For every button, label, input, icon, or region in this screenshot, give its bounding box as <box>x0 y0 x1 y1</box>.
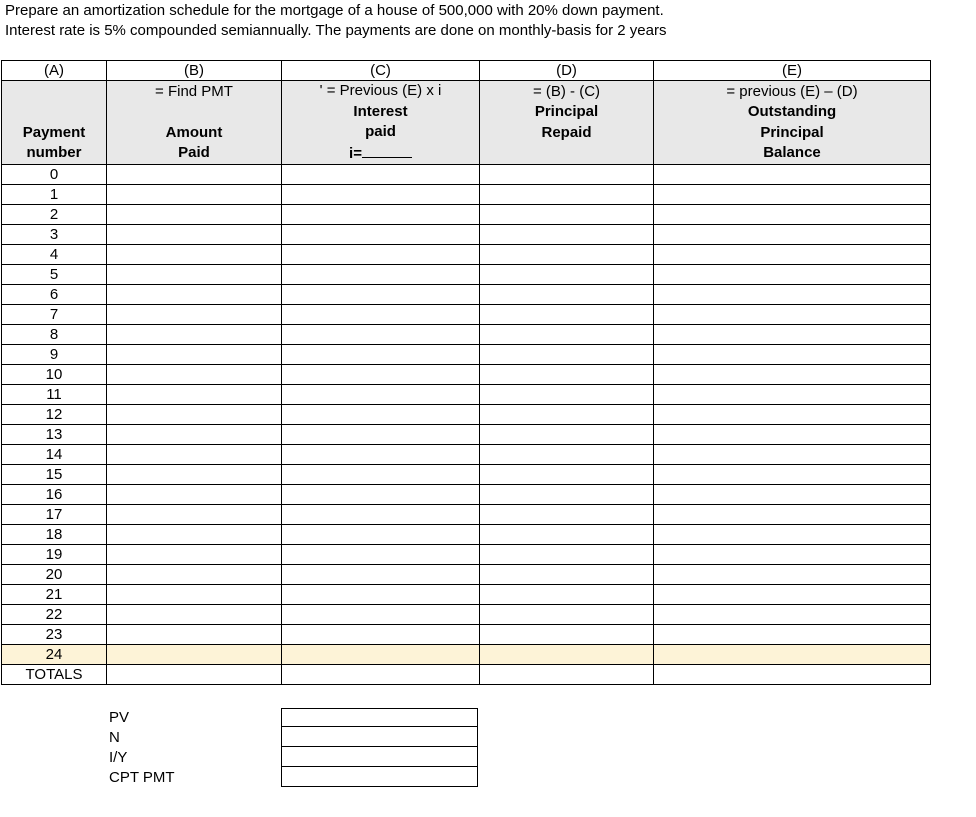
outstanding-balance-cell[interactable] <box>654 305 931 325</box>
interest-paid-cell[interactable] <box>282 325 480 345</box>
interest-paid-cell[interactable] <box>282 445 480 465</box>
outstanding-balance-cell[interactable] <box>654 205 931 225</box>
amount-paid-cell[interactable] <box>107 245 282 265</box>
col-c-letter: (C) <box>282 61 480 81</box>
amount-paid-cell[interactable] <box>107 465 282 485</box>
amount-paid-cell[interactable] <box>107 605 282 625</box>
interest-paid-cell[interactable] <box>282 465 480 485</box>
principal-repaid-cell[interactable] <box>480 265 654 285</box>
table-row <box>2 525 931 545</box>
payment-number-cell: 23 <box>2 625 107 645</box>
principal-repaid-cell[interactable] <box>480 305 654 325</box>
interest-paid-cell[interactable] <box>282 205 480 225</box>
principal-repaid-cell[interactable] <box>480 385 654 405</box>
outstanding-balance-cell[interactable] <box>654 645 931 665</box>
col-d-header: = (B) - (C) Principal Repaid <box>480 81 654 165</box>
principal-repaid-cell[interactable] <box>480 645 654 665</box>
interest-paid-cell[interactable] <box>282 525 480 545</box>
interest-paid-cell[interactable] <box>282 285 480 305</box>
amount-paid-cell[interactable] <box>107 345 282 365</box>
principal-repaid-cell[interactable] <box>480 365 654 385</box>
amount-paid-cell[interactable] <box>107 205 282 225</box>
outstanding-balance-cell[interactable] <box>654 585 931 605</box>
col-c-header: ' = Previous (E) x i Interest paid i= <box>282 81 480 165</box>
amount-paid-cell[interactable] <box>107 225 282 245</box>
payment-number-cell: 7 <box>2 305 107 325</box>
amount-paid-cell[interactable] <box>107 625 282 645</box>
calculator-input-boxes <box>281 708 478 787</box>
header-row <box>2 81 931 165</box>
outstanding-balance-cell[interactable] <box>654 545 931 565</box>
table-row <box>2 385 931 405</box>
interest-paid-cell[interactable] <box>282 245 480 265</box>
principal-repaid-cell[interactable] <box>480 285 654 305</box>
total-interest-paid-cell[interactable] <box>282 665 480 685</box>
outstanding-balance-cell[interactable] <box>654 445 931 465</box>
amount-paid-cell[interactable] <box>107 385 282 405</box>
cpt-pmt-label: CPT PMT <box>109 769 175 786</box>
principal-repaid-cell[interactable] <box>480 225 654 245</box>
total-amount-paid-cell[interactable] <box>107 665 282 685</box>
col-d-letter: (D) <box>480 61 654 81</box>
table-row <box>2 605 931 625</box>
outstanding-balance-cell[interactable] <box>654 345 931 365</box>
principal-repaid-cell[interactable] <box>480 505 654 525</box>
payment-number-cell: 22 <box>2 605 107 625</box>
table-row <box>2 365 931 385</box>
totals-label: TOTALS <box>2 665 107 685</box>
table-row <box>2 485 931 505</box>
amount-paid-cell[interactable] <box>107 525 282 545</box>
amount-paid-cell[interactable] <box>107 365 282 385</box>
outstanding-balance-cell[interactable] <box>654 625 931 645</box>
table-row <box>2 565 931 585</box>
interest-paid-cell[interactable] <box>282 505 480 525</box>
table-row <box>2 185 931 205</box>
principal-repaid-cell[interactable] <box>480 565 654 585</box>
instruction-line-1: Prepare an amortization schedule for the mortgage of a house of 500,000 with 20% down payment. <box>5 2 664 19</box>
amount-paid-cell[interactable] <box>107 285 282 305</box>
outstanding-balance-cell[interactable] <box>654 365 931 385</box>
interest-paid-cell[interactable] <box>282 165 480 185</box>
interest-paid-cell[interactable] <box>282 305 480 325</box>
amount-paid-cell[interactable] <box>107 185 282 205</box>
calculator-labels <box>109 708 175 788</box>
amount-paid-cell[interactable] <box>107 485 282 505</box>
payment-number-cell: 18 <box>2 525 107 545</box>
iy-input-box[interactable] <box>281 747 478 767</box>
col-b-header: = Find PMT Amount Paid <box>107 81 282 165</box>
outstanding-balance-cell[interactable] <box>654 425 931 445</box>
interest-paid-cell[interactable] <box>282 625 480 645</box>
payment-number-cell: 4 <box>2 245 107 265</box>
outstanding-balance-cell[interactable] <box>654 265 931 285</box>
principal-repaid-cell[interactable] <box>480 445 654 465</box>
payment-number-cell: 3 <box>2 225 107 245</box>
table-row <box>2 445 931 465</box>
amount-paid-cell[interactable] <box>107 425 282 445</box>
outstanding-balance-cell[interactable] <box>654 485 931 505</box>
outstanding-balance-cell[interactable] <box>654 605 931 625</box>
table-row <box>2 205 931 225</box>
interest-paid-cell[interactable] <box>282 565 480 585</box>
table-row <box>2 165 931 185</box>
payment-number-cell: 2 <box>2 205 107 225</box>
table-row <box>2 625 931 645</box>
cpt-pmt-input-box[interactable] <box>281 767 478 787</box>
iy-label: I/Y <box>109 749 128 766</box>
table-row <box>2 585 931 605</box>
payment-number-cell: 21 <box>2 585 107 605</box>
table-row <box>2 325 931 345</box>
pv-input-box[interactable] <box>281 708 478 727</box>
table-row <box>2 225 931 245</box>
principal-repaid-cell[interactable] <box>480 425 654 445</box>
principal-repaid-cell[interactable] <box>480 205 654 225</box>
pv-label: PV <box>109 709 130 726</box>
payment-number-cell: 5 <box>2 265 107 285</box>
payment-number-cell: 20 <box>2 565 107 585</box>
table-row <box>2 345 931 365</box>
interest-paid-cell[interactable] <box>282 425 480 445</box>
payment-number-cell: 0 <box>2 165 107 185</box>
interest-paid-cell[interactable] <box>282 345 480 365</box>
interest-paid-cell[interactable] <box>282 645 480 665</box>
col-a-header: Payment number <box>2 81 107 165</box>
interest-paid-cell[interactable] <box>282 585 480 605</box>
principal-repaid-cell[interactable] <box>480 245 654 265</box>
principal-repaid-cell[interactable] <box>480 625 654 645</box>
outstanding-balance-cell[interactable] <box>654 405 931 425</box>
amortization-table <box>1 60 931 685</box>
amount-paid-cell[interactable] <box>107 305 282 325</box>
payment-number-cell: 8 <box>2 325 107 345</box>
outstanding-balance-cell[interactable] <box>654 245 931 265</box>
payment-number-cell: 1 <box>2 185 107 205</box>
interest-paid-cell[interactable] <box>282 185 480 205</box>
col-a-letter: (A) <box>2 61 107 81</box>
interest-paid-cell[interactable] <box>282 225 480 245</box>
payment-number-cell: 6 <box>2 285 107 305</box>
outstanding-balance-cell[interactable] <box>654 505 931 525</box>
payment-number-cell: 17 <box>2 505 107 525</box>
payment-number-cell: 14 <box>2 445 107 465</box>
outstanding-balance-cell[interactable] <box>654 185 931 205</box>
table-row <box>2 465 931 485</box>
n-label: N <box>109 729 120 746</box>
principal-repaid-cell[interactable] <box>480 605 654 625</box>
totals-row <box>2 665 931 685</box>
payment-number-cell: 24 <box>2 645 107 665</box>
table-row <box>2 305 931 325</box>
instructions <box>5 1 666 41</box>
principal-repaid-cell[interactable] <box>480 325 654 345</box>
amount-paid-cell[interactable] <box>107 645 282 665</box>
outstanding-balance-cell[interactable] <box>654 465 931 485</box>
payment-number-cell: 19 <box>2 545 107 565</box>
payment-number-cell: 13 <box>2 425 107 445</box>
payment-number-cell: 15 <box>2 465 107 485</box>
interest-paid-cell[interactable] <box>282 365 480 385</box>
table-row <box>2 265 931 285</box>
principal-repaid-cell[interactable] <box>480 585 654 605</box>
table-row <box>2 405 931 425</box>
payment-number-cell: 10 <box>2 365 107 385</box>
amount-paid-cell[interactable] <box>107 585 282 605</box>
interest-paid-cell[interactable] <box>282 545 480 565</box>
total-principal-repaid-cell[interactable] <box>480 665 654 685</box>
table-row <box>2 545 931 565</box>
table-row <box>2 505 931 525</box>
principal-repaid-cell[interactable] <box>480 185 654 205</box>
outstanding-balance-cell[interactable] <box>654 325 931 345</box>
amount-paid-cell[interactable] <box>107 545 282 565</box>
amount-paid-cell[interactable] <box>107 445 282 465</box>
payment-number-cell: 16 <box>2 485 107 505</box>
instruction-line-2: Interest rate is 5% compounded semiannually. The payments are done on monthly-basis for 2 years <box>5 22 667 39</box>
interest-rate-label: i= <box>349 144 362 162</box>
column-letter-row <box>2 61 931 81</box>
table-row <box>2 285 931 305</box>
amount-paid-cell[interactable] <box>107 505 282 525</box>
interest-rate-blank[interactable] <box>362 143 412 158</box>
amount-paid-cell[interactable] <box>107 325 282 345</box>
outstanding-balance-cell[interactable] <box>654 225 931 245</box>
outstanding-balance-cell[interactable] <box>654 385 931 405</box>
amount-paid-cell[interactable] <box>107 405 282 425</box>
outstanding-balance-cell[interactable] <box>654 525 931 545</box>
payment-number-cell: 11 <box>2 385 107 405</box>
n-input-box[interactable] <box>281 727 478 747</box>
principal-repaid-cell[interactable] <box>480 345 654 365</box>
payment-number-cell: 9 <box>2 345 107 365</box>
outstanding-balance-cell[interactable] <box>654 565 931 585</box>
interest-paid-cell[interactable] <box>282 265 480 285</box>
table-row <box>2 245 931 265</box>
col-e-letter: (E) <box>654 61 931 81</box>
principal-repaid-cell[interactable] <box>480 405 654 425</box>
amount-paid-cell[interactable] <box>107 565 282 585</box>
principal-repaid-cell[interactable] <box>480 465 654 485</box>
outstanding-balance-cell[interactable] <box>654 285 931 305</box>
principal-repaid-cell[interactable] <box>480 165 654 185</box>
principal-repaid-cell[interactable] <box>480 525 654 545</box>
col-b-letter: (B) <box>107 61 282 81</box>
table-row <box>2 425 931 445</box>
col-e-header: = previous (E) – (D) Outstanding Principal Balance <box>654 81 931 165</box>
amount-paid-cell[interactable] <box>107 165 282 185</box>
total-outstanding-cell[interactable] <box>654 665 931 685</box>
payment-number-cell: 12 <box>2 405 107 425</box>
principal-repaid-cell[interactable] <box>480 545 654 565</box>
outstanding-balance-cell[interactable] <box>654 165 931 185</box>
interest-paid-cell[interactable] <box>282 385 480 405</box>
interest-paid-cell[interactable] <box>282 605 480 625</box>
interest-paid-cell[interactable] <box>282 405 480 425</box>
principal-repaid-cell[interactable] <box>480 485 654 505</box>
amount-paid-cell[interactable] <box>107 265 282 285</box>
interest-paid-cell[interactable] <box>282 485 480 505</box>
table-row <box>2 645 931 665</box>
